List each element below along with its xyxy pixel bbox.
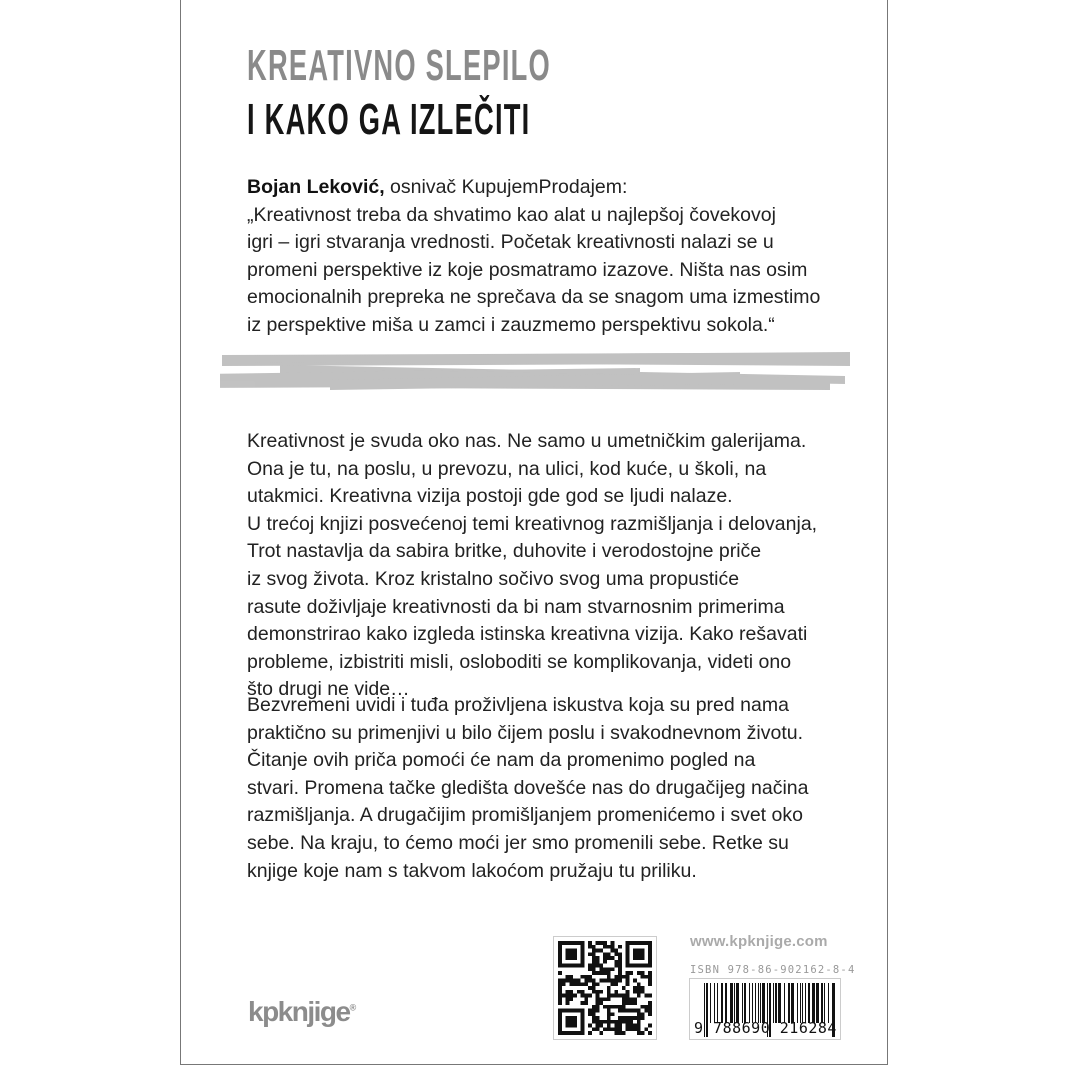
isbn-barcode (689, 978, 841, 1040)
text-line: Trot nastavlja da sabira britke, duhovite i verodostojne priče (247, 540, 762, 563)
logo-text: kpknjige (248, 996, 350, 1027)
description-paragraph-1 (247, 428, 817, 704)
quote-line: promeni perspektive iz koje posmatramo izazove. Ništa nas osim (247, 258, 808, 281)
text-line: Ona je tu, na poslu, u prevozu, na ulici, kod kuće, u školi, na (247, 457, 767, 480)
qr-code (553, 936, 657, 1040)
text-line: utakmici. Kreativna vizija postoji gde god se ljudi nalaze. (247, 485, 733, 508)
publisher-url: www.kpknjige.com (690, 933, 828, 950)
text-line: praktično su primenjivi u bilo čijem poslu i svakodnevnom životu. (247, 721, 803, 744)
isbn-label: ISBN 978-86-902162-8-4 (690, 964, 856, 976)
quote-attribution (247, 174, 820, 202)
text-line: Kreativnost je svuda oko nas. Ne samo u umetničkim galerijama. (247, 430, 807, 452)
text-line: probleme, izbistriti misli, osloboditi se komplikovanja, videti ono (247, 650, 792, 673)
text-line: stvari. Promena tačke gledišta dovešće nas do drugačijeg načina (247, 776, 809, 799)
text-line: što drugi ne vide… (247, 678, 410, 701)
text-line: rasute doživljaje kreativnosti da bi nam stvarnosnim primerima (247, 595, 785, 618)
quote-line: „Kreativnost treba da shvatimo kao alat u najlepšoj čovekovoj (247, 203, 776, 226)
text-line: U trećoj knjizi posvećenoj temi kreativnog razmišljanja i delovanja, (247, 512, 818, 535)
title-line-2: I KAKO GA IZLEČITI (247, 95, 531, 144)
text-line: Čitanje ovih priča pomoći će nam da promenimo pogled na (247, 749, 756, 772)
registered-mark: ® (349, 1002, 357, 1013)
quote-line: igri – igri stvaranja vrednosti. Početak kreativnosti nalazi se u (247, 231, 774, 254)
quote-author: Bojan Leković, (247, 176, 385, 198)
decorative-brush-strokes (220, 350, 860, 400)
text-line: knjige koje nam s takvom lakoćom pružaju tu priliku. (247, 859, 697, 882)
text-line: Bezvremeni uvidi i tuđa proživljena iskustva koja su pred nama (247, 694, 789, 716)
text-line: razmišljanja. A drugačijim promišljanjem promenićemo i svet oko (247, 804, 803, 827)
publisher-logo (248, 996, 356, 1028)
description-paragraph-2 (247, 692, 809, 885)
text-line: iz svog života. Kroz kristalno sočivo svog uma propustiće (247, 567, 740, 590)
text-line: sebe. Na kraju, to ćemo moći jer smo promenili sebe. Retke su (247, 831, 789, 854)
endorsement-quote (247, 174, 820, 340)
text-line: demonstrirao kako izgleda istinska kreativna vizija. Kako rešavati (247, 623, 808, 646)
title-line-1: KREATIVNO SLEPILO (247, 41, 552, 90)
quote-line: iz perspektive miša u zamci i zauzmemo perspektivu sokola.“ (247, 313, 775, 336)
quote-author-role: osnivač KupujemProdajem: (384, 176, 628, 198)
barcode-number: 9 788690 216284 (694, 1019, 837, 1037)
quote-line: emocionalnih prepreka ne sprečava da se snagom uma izmestimo (247, 286, 821, 309)
